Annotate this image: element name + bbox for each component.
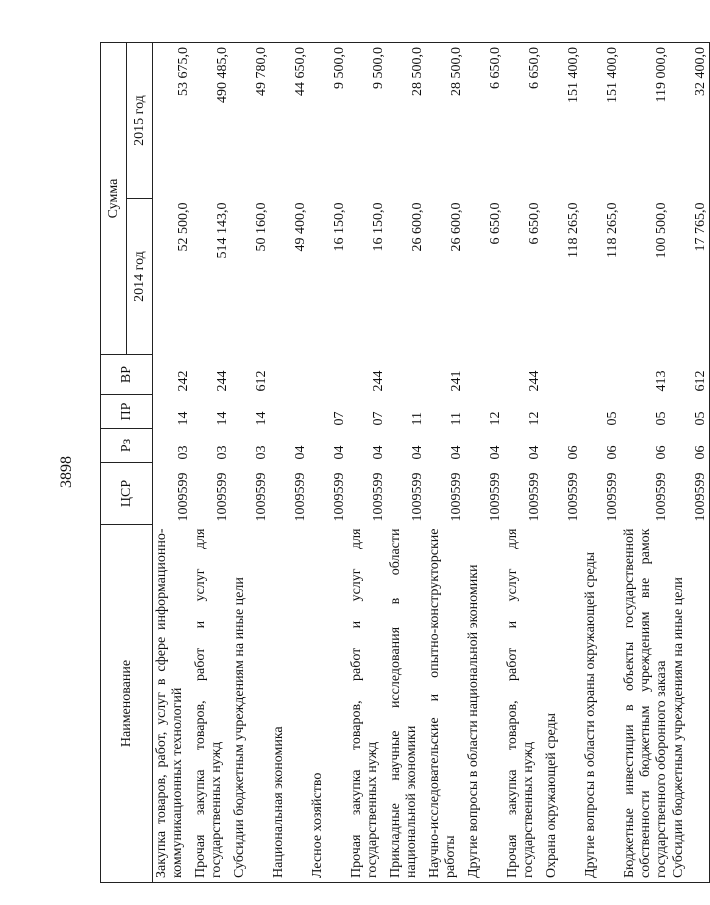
row-sum-2015-cell: 151 400,0 xyxy=(582,43,621,199)
row-pr-cell: 14 xyxy=(176,411,191,426)
row-sum-2015-cell: 49 780,0 xyxy=(231,43,270,199)
budget-table-container xyxy=(100,43,708,883)
row-sum-2014-cell: 100 500,0 xyxy=(654,202,669,259)
row-vr-cell: 612 xyxy=(670,355,710,395)
row-pr-cell: 07 xyxy=(332,411,347,426)
row-sum-2015-cell: 6 650,0 xyxy=(465,43,504,199)
row-name-cell: Прочая закупка товаров, работ и услуг для государственных нужд xyxy=(504,525,543,883)
row-pr-cell: 14 xyxy=(215,411,230,426)
table-row xyxy=(309,43,348,883)
row-sum-2014-cell: 118 265,0 xyxy=(566,202,581,258)
row-csr-cell: 1009599 xyxy=(449,472,464,522)
row-vr-cell: 244 xyxy=(215,370,230,392)
row-sum-2014-cell: 26 600,0 xyxy=(449,202,464,252)
row-sum-2015-cell: 28 500,0 xyxy=(426,43,465,199)
row-vr-cell xyxy=(582,355,621,395)
row-csr-cell: 1009599 xyxy=(254,472,269,522)
row-csr-cell: 1009599 xyxy=(410,472,425,522)
header-vr: ВР xyxy=(101,355,153,395)
row-pr-cell: 14 xyxy=(254,411,269,426)
header-year-2015: 2015 год xyxy=(127,43,153,199)
row-pr-cell: 05 xyxy=(654,411,669,426)
row-name-cell: Лесное хозяйство xyxy=(309,525,348,883)
row-sum-2014-cell: 16 150,0 xyxy=(332,202,347,252)
table-row xyxy=(387,43,426,883)
row-name-cell: Прикладные научные исследования в области национальной экономики xyxy=(387,525,426,883)
row-pr-cell: 07 xyxy=(371,411,386,426)
table-row xyxy=(348,43,387,883)
row-csr-cell: 1009599 xyxy=(176,472,191,522)
table-row xyxy=(426,43,465,883)
row-vr-cell: 413 xyxy=(654,370,669,392)
row-sum-2014-cell: 49 400,0 xyxy=(293,202,308,252)
page-number: 3898 xyxy=(58,456,75,488)
row-name-cell: Охрана окружающей среды xyxy=(543,525,582,883)
row-vr-cell xyxy=(465,355,504,395)
row-pr-cell: 11 xyxy=(410,412,425,426)
table-body xyxy=(153,43,710,883)
row-sum-2014-cell: 118 265,0 xyxy=(605,202,620,258)
row-csr-cell: 1009599 xyxy=(654,472,669,522)
row-pr-cell: 12 xyxy=(488,411,503,426)
row-sum-2014-cell: 52 500,0 xyxy=(176,202,191,252)
row-sum-2014-cell: 6 650,0 xyxy=(488,202,503,245)
row-name-cell: Другие вопросы в области охраны окружающей среды xyxy=(582,525,621,883)
row-vr-cell: 242 xyxy=(176,370,191,392)
row-pr-cell xyxy=(543,395,582,429)
row-rz-cell: 06 xyxy=(605,445,620,460)
table-row xyxy=(543,43,582,883)
row-rz-cell: 03 xyxy=(215,445,230,460)
row-vr-cell: 241 xyxy=(449,370,464,392)
table-row xyxy=(270,43,309,883)
row-vr-cell: 244 xyxy=(527,370,542,392)
row-sum-2015-cell: 53 675,0 xyxy=(153,43,193,199)
row-name-cell: Прочая закупка товаров, работ и услуг для государственных нужд xyxy=(348,525,387,883)
row-rz-cell: 03 xyxy=(254,445,269,460)
row-sum-2015-cell: 119 000,0 xyxy=(621,43,670,199)
table-row xyxy=(621,43,670,883)
row-vr-cell xyxy=(387,355,426,395)
row-vr-cell: 244 xyxy=(371,370,386,392)
row-csr-cell: 1009599 xyxy=(488,472,503,522)
table-row xyxy=(465,43,504,883)
row-name-cell: Закупка товаров, работ, услуг в сфере информационно-коммуникационных технологий xyxy=(153,525,193,883)
row-sum-2015-cell: 151 400,0 xyxy=(543,43,582,199)
row-name-cell: Национальная экономика xyxy=(270,525,309,883)
row-sum-2014-cell: 26 600,0 xyxy=(410,202,425,252)
row-csr-cell: 1009599 xyxy=(293,472,308,522)
row-rz-cell: 06 xyxy=(566,445,581,460)
row-rz-cell: 03 xyxy=(176,445,191,460)
row-csr-cell: 1009599 xyxy=(332,472,347,522)
table-row xyxy=(582,43,621,883)
header-name: Наименование xyxy=(101,525,153,883)
row-pr-cell: 12 xyxy=(527,411,542,426)
row-csr-cell: 1009599 xyxy=(605,472,620,522)
header-csr: ЦСР xyxy=(101,463,153,525)
header-year-2014: 2014 год xyxy=(127,199,153,355)
header-rz: Рз xyxy=(101,429,153,463)
row-csr-cell: 1009599 xyxy=(670,463,710,525)
row-pr-cell: 11 xyxy=(449,412,464,426)
row-rz-cell: 04 xyxy=(410,445,425,460)
row-sum-2015-cell: 32 400,0 xyxy=(670,43,710,199)
row-sum-2015-cell: 28 500,0 xyxy=(387,43,426,199)
row-rz-cell: 04 xyxy=(371,445,386,460)
row-pr-cell: 05 xyxy=(670,395,710,429)
row-sum-2015-cell: 9 500,0 xyxy=(348,43,387,199)
row-rz-cell: 06 xyxy=(654,445,669,460)
row-sum-2015-cell: 44 650,0 xyxy=(270,43,309,199)
row-csr-cell: 1009599 xyxy=(215,472,230,522)
header-sum: Сумма xyxy=(101,43,127,355)
row-name-cell: Субсидии бюджетным учреждениям на иные цели xyxy=(670,525,710,883)
table-row xyxy=(192,43,231,883)
row-vr-cell xyxy=(543,355,582,395)
row-sum-2014-cell: 514 143,0 xyxy=(215,202,230,259)
row-sum-2014-cell: 16 150,0 xyxy=(371,202,386,252)
row-sum-2015-cell: 9 500,0 xyxy=(309,43,348,199)
row-csr-cell: 1009599 xyxy=(566,472,581,522)
row-name-cell: Другие вопросы в области национальной экономики xyxy=(465,525,504,883)
table-header xyxy=(101,43,153,883)
row-csr-cell: 1009599 xyxy=(371,472,386,522)
row-vr-cell xyxy=(270,355,309,395)
row-pr-cell: 05 xyxy=(605,411,620,426)
row-sum-2014-cell: 17 765,0 xyxy=(670,199,710,355)
table-row xyxy=(153,43,193,883)
row-sum-2015-cell: 490 485,0 xyxy=(192,43,231,199)
row-rz-cell: 04 xyxy=(449,445,464,460)
table-row xyxy=(670,43,710,883)
row-rz-cell: 04 xyxy=(293,445,308,460)
row-rz-cell: 04 xyxy=(488,445,503,460)
row-sum-2015-cell: 6 650,0 xyxy=(504,43,543,199)
row-sum-2014-cell: 50 160,0 xyxy=(254,202,269,252)
row-name-cell: Научно-исследовательские и опытно-конструкторские работы xyxy=(426,525,465,883)
header-pr: ПР xyxy=(101,395,153,429)
row-rz-cell: 04 xyxy=(527,445,542,460)
table-row xyxy=(504,43,543,883)
row-csr-cell: 1009599 xyxy=(527,472,542,522)
row-vr-cell: 612 xyxy=(254,370,269,392)
row-pr-cell xyxy=(270,395,309,429)
row-sum-2014-cell: 6 650,0 xyxy=(527,202,542,245)
row-vr-cell xyxy=(309,355,348,395)
row-rz-cell: 04 xyxy=(332,445,347,460)
budget-table xyxy=(100,42,710,883)
row-name-cell: Субсидии бюджетным учреждениям на иные цели xyxy=(231,525,270,883)
row-name-cell: Бюджетные инвестиции в объекты государственной собственности бюджетным учреждениям вне рамок государственного оборонного заказа xyxy=(621,525,670,883)
row-name-cell: Прочая закупка товаров, работ и услуг для государственных нужд xyxy=(192,525,231,883)
table-row xyxy=(231,43,270,883)
row-rz-cell: 06 xyxy=(670,429,710,463)
